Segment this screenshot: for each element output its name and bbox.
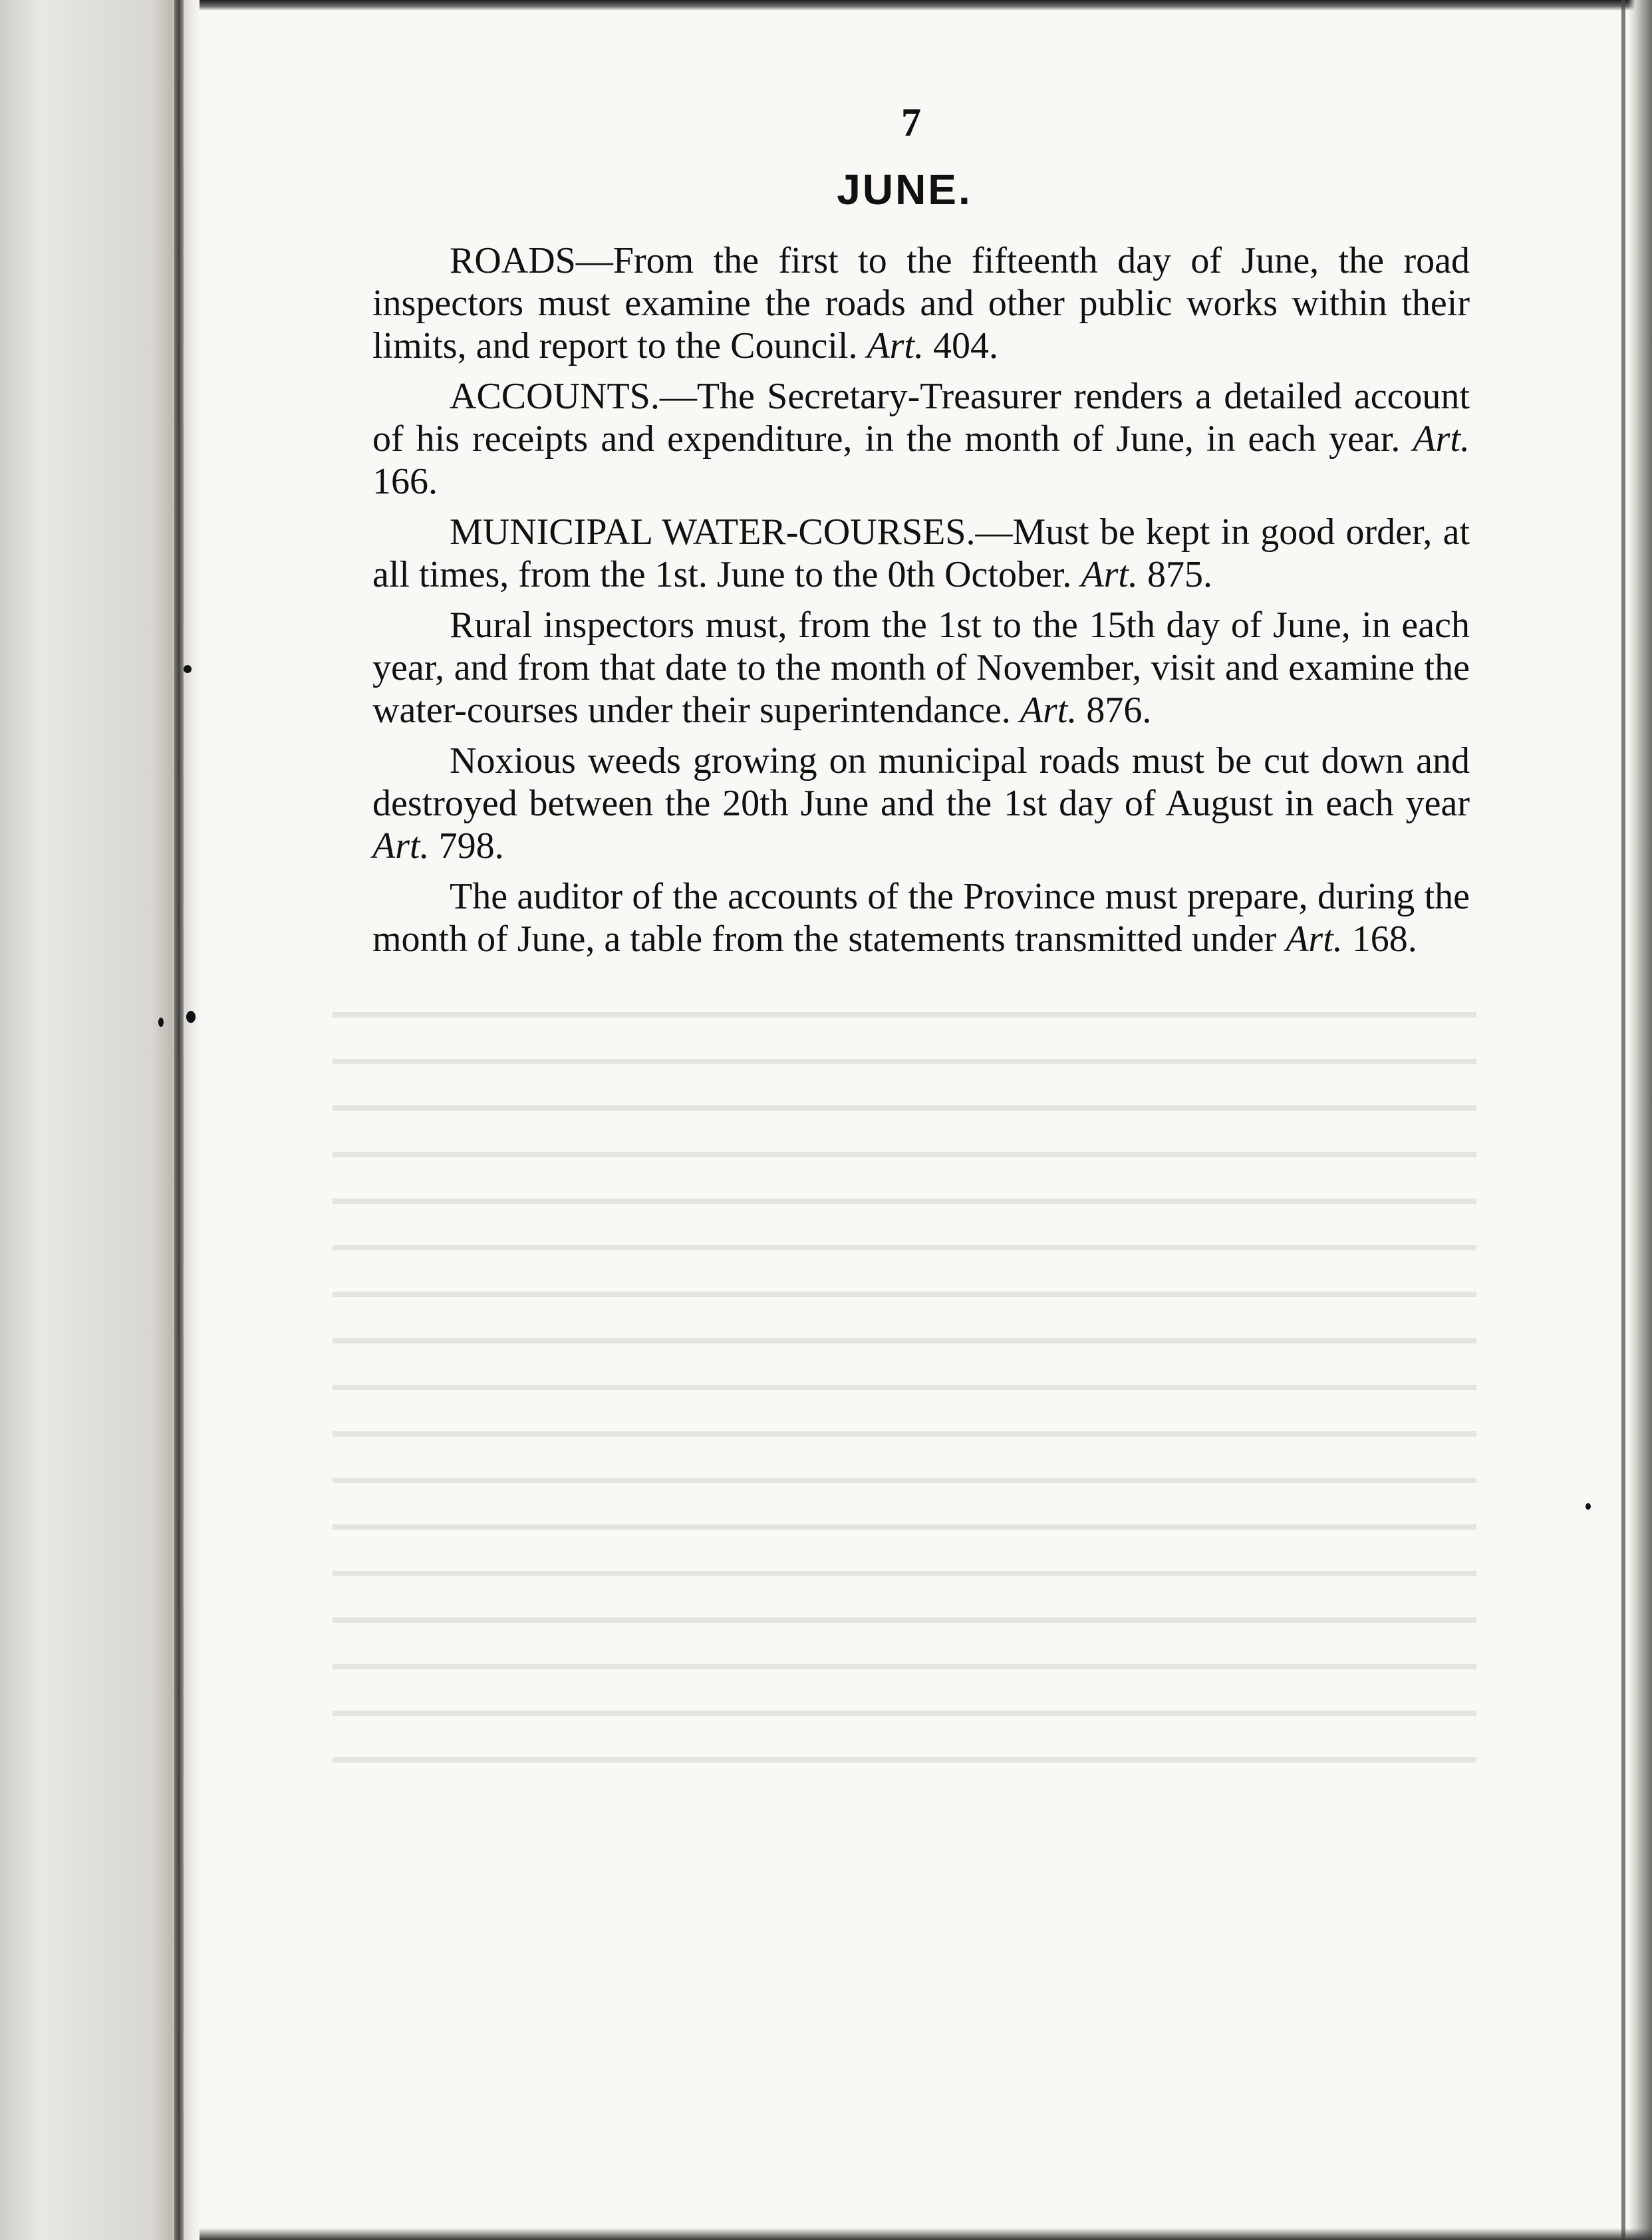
- article-label: Art.: [1413, 418, 1470, 460]
- article-number: 166.: [372, 461, 438, 502]
- paragraph-text: ACCOUNTS.—The Secretary-Treasurer renders a detailed account of his receipts and expenditure, in the month of June, in each year.: [372, 376, 1470, 460]
- right-edge-line: [1621, 0, 1625, 2240]
- body-text: [372, 239, 1470, 968]
- paragraph-roads: [372, 239, 1470, 367]
- article-number: 876.: [1077, 690, 1152, 731]
- article-label: Art.: [1081, 554, 1138, 595]
- paragraph-noxious-weeds: [372, 740, 1470, 867]
- margin-speck: [158, 1018, 164, 1027]
- paragraph-auditor: [372, 875, 1470, 960]
- paragraph-accounts: [372, 375, 1470, 503]
- margin-speck: [184, 665, 192, 673]
- section-heading: JUNE.: [837, 166, 972, 213]
- article-number: 168.: [1342, 918, 1417, 960]
- article-number: 875.: [1137, 554, 1212, 595]
- paragraph-water-courses: [372, 511, 1470, 596]
- top-scan-border: [200, 0, 1652, 11]
- paragraph-text: Noxious weeds growing on municipal roads must be cut down and destroyed between the 20th June and the 1st day of August in each year: [372, 740, 1470, 824]
- bottom-scan-border: [200, 2228, 1652, 2240]
- book-spine-shadow: [174, 0, 184, 2240]
- article-label: Art.: [1286, 918, 1343, 960]
- article-label: Art.: [372, 825, 430, 867]
- bleed-through-text: [333, 991, 1476, 1762]
- article-label: Art.: [1020, 690, 1077, 731]
- page-number: 7: [901, 100, 921, 144]
- article-number: 404.: [924, 325, 999, 366]
- margin-speck: [1585, 1503, 1591, 1510]
- paragraph-rural-inspectors: [372, 604, 1470, 732]
- paragraph-text: ROADS—From the first to the fifteenth day of June, the road inspectors must examine the roads and other public works within their limits, and report to the Council.: [372, 240, 1470, 366]
- margin-speck: [186, 1011, 196, 1023]
- paragraph-text: MUNICIPAL WATER-COURSES.—Must be kept in good order, at all times, from the 1st. June to the 0th October.: [372, 511, 1470, 595]
- right-scan-border: [1628, 0, 1652, 2240]
- article-number: 798.: [429, 825, 504, 867]
- left-page-edge: [0, 0, 200, 2240]
- paragraph-text: The auditor of the accounts of the Province must prepare, during the month of June, a table from the statements transmitted under: [372, 876, 1470, 960]
- paragraph-text: Rural inspectors must, from the 1st to the 15th day of June, in each year, and from that date to the month of November, visit and examine the water-courses under their superintendance.: [372, 605, 1470, 731]
- article-label: Art.: [867, 325, 924, 366]
